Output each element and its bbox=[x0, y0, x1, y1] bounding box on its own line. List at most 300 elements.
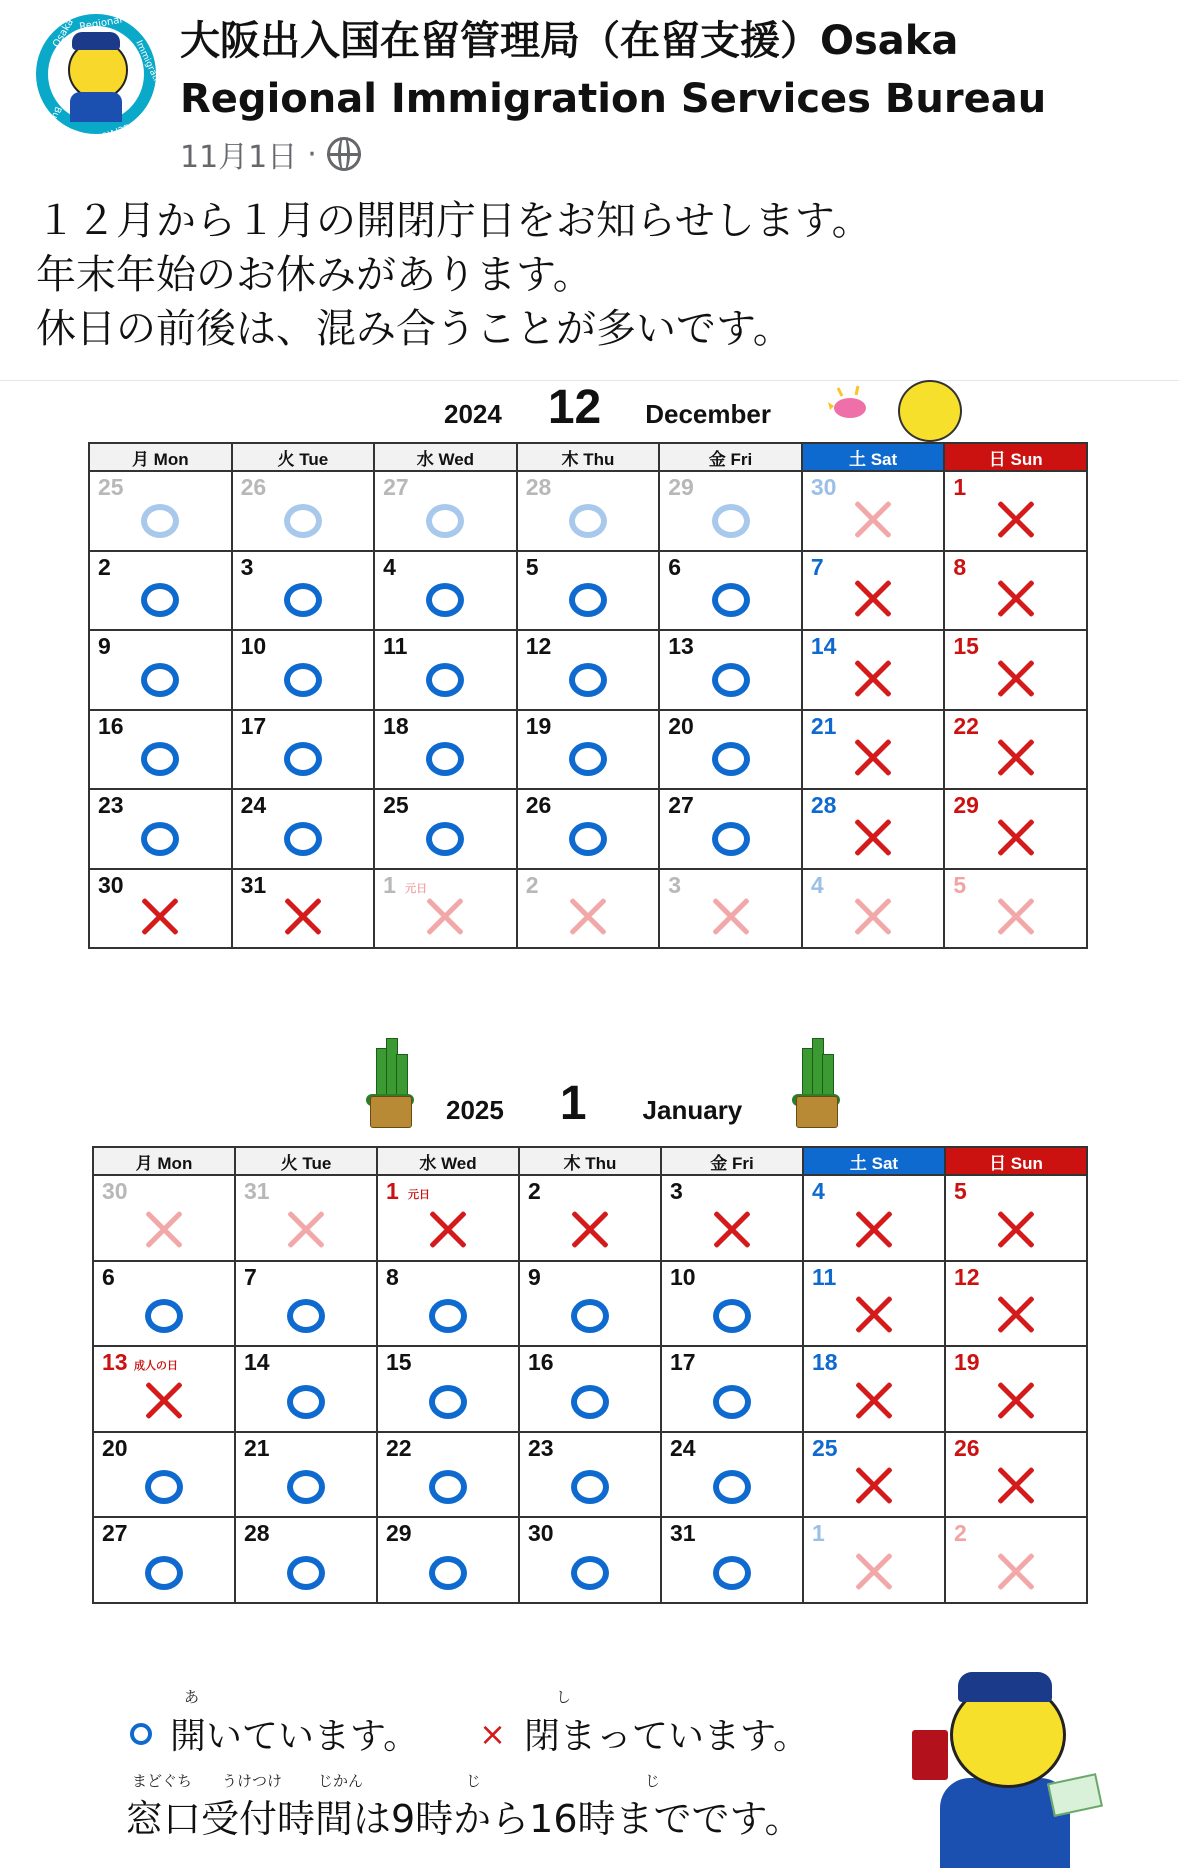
calendar-week-row bbox=[89, 551, 1087, 631]
calendar-day-cell bbox=[944, 630, 1087, 710]
closed-cross-icon bbox=[566, 895, 610, 939]
calendar-day-cell bbox=[377, 1432, 519, 1518]
calendar-day-cell bbox=[235, 1346, 377, 1432]
day-number: 18 bbox=[812, 1349, 838, 1375]
open-circle-icon bbox=[145, 1299, 183, 1333]
closed-cross-icon bbox=[138, 895, 182, 939]
day-number: 27 bbox=[668, 792, 694, 818]
day-number: 5 bbox=[525, 553, 539, 580]
post-text-line: 休日の前後は、混み合うことが多いです。 bbox=[36, 306, 793, 352]
svg-text:Immigration: Immigration bbox=[133, 39, 166, 93]
day-number: 3 bbox=[670, 1178, 683, 1204]
closed-cross-icon bbox=[852, 1464, 896, 1508]
closed-cross-icon bbox=[851, 736, 895, 780]
calendar-month-name: January bbox=[642, 1095, 743, 1125]
holiday-note: 成人の日 bbox=[134, 1359, 178, 1372]
closed-cross-icon bbox=[851, 498, 895, 542]
day-number: 20 bbox=[102, 1434, 128, 1461]
calendar-day-cell bbox=[519, 1432, 661, 1518]
globe-icon[interactable] bbox=[327, 137, 361, 171]
calendar-week-row bbox=[93, 1517, 1087, 1603]
december-heading bbox=[444, 380, 771, 435]
open-circle-icon bbox=[712, 583, 750, 617]
open-circle-icon bbox=[571, 1470, 609, 1504]
calendar-day-cell bbox=[93, 1517, 235, 1603]
day-number: 11 bbox=[812, 1263, 837, 1290]
open-circle-icon bbox=[145, 1470, 183, 1504]
day-number: 19 bbox=[525, 712, 552, 739]
weekday-header: 火 Tue bbox=[232, 443, 375, 471]
svg-text:Bureau: Bureau bbox=[42, 104, 63, 139]
calendar-day-cell bbox=[93, 1346, 235, 1432]
day-number: 3 bbox=[240, 553, 254, 580]
day-number: 31 bbox=[670, 1520, 696, 1546]
closed-cross-icon bbox=[994, 895, 1038, 939]
day-number: 21 bbox=[244, 1434, 270, 1461]
day-number: 22 bbox=[953, 712, 979, 739]
day-number: 2 bbox=[525, 871, 539, 898]
calendar-day-cell bbox=[659, 471, 802, 551]
closed-cross-icon bbox=[851, 816, 895, 860]
closed-cross-icon bbox=[994, 1550, 1038, 1594]
open-circle-icon bbox=[287, 1470, 325, 1504]
open-circle-icon bbox=[713, 1299, 751, 1333]
calendar-week-row bbox=[89, 710, 1087, 790]
page-avatar[interactable] bbox=[36, 14, 166, 144]
open-circle-icon bbox=[713, 1470, 751, 1504]
calendar-day-cell bbox=[803, 1517, 945, 1603]
day-number: 4 bbox=[812, 1178, 825, 1204]
ruby-text: あ bbox=[184, 1688, 200, 1706]
calendar-day-cell bbox=[659, 630, 802, 710]
day-number: 28 bbox=[525, 474, 552, 500]
calendar-day-cell bbox=[659, 710, 802, 790]
calendar-day-cell bbox=[802, 869, 945, 949]
closed-cross-icon bbox=[426, 1208, 470, 1252]
open-circle-icon bbox=[426, 504, 464, 538]
calendar-day-cell bbox=[661, 1432, 803, 1518]
closed-cross-icon bbox=[852, 1379, 896, 1423]
closed-cross-icon bbox=[852, 1550, 896, 1594]
calendar-week-row bbox=[89, 630, 1087, 710]
weekday-header: 水 Wed bbox=[377, 1147, 519, 1175]
day-number: 5 bbox=[953, 871, 967, 898]
calendar-day-cell bbox=[374, 710, 517, 790]
calendar-day-cell bbox=[89, 471, 232, 551]
calendar-day-cell bbox=[659, 551, 802, 631]
calendar-year: 2024 bbox=[444, 399, 502, 429]
open-circle-icon bbox=[141, 583, 179, 617]
post-text bbox=[36, 194, 1156, 356]
open-circle-icon bbox=[569, 663, 607, 697]
calendar-day-cell bbox=[803, 1346, 945, 1432]
svg-text:Services: Services bbox=[91, 121, 131, 144]
calendar-day-cell bbox=[232, 869, 375, 949]
calendar-day-cell bbox=[374, 869, 517, 949]
day-number: 19 bbox=[954, 1349, 980, 1375]
day-number: 26 bbox=[954, 1434, 980, 1461]
day-number: 27 bbox=[102, 1520, 128, 1546]
day-number: 6 bbox=[102, 1263, 115, 1290]
closed-cross-icon bbox=[568, 1208, 612, 1252]
closed-cross-icon bbox=[994, 498, 1038, 542]
calendar-week-row bbox=[93, 1346, 1087, 1432]
calendar-day-cell bbox=[802, 551, 945, 631]
day-number: 31 bbox=[240, 871, 267, 898]
closed-cross-icon bbox=[142, 1379, 186, 1423]
weekday-header: 木 Thu bbox=[519, 1147, 661, 1175]
weekday-header: 日 Sun bbox=[945, 1147, 1087, 1175]
open-circle-icon bbox=[145, 1556, 183, 1590]
open-circle-icon bbox=[429, 1470, 467, 1504]
closed-cross-icon bbox=[142, 1208, 186, 1252]
january-calendar bbox=[92, 1146, 1088, 1604]
day-number: 7 bbox=[810, 553, 824, 580]
svg-text:Regional: Regional bbox=[78, 14, 124, 33]
day-number: 2 bbox=[528, 1178, 541, 1204]
calendar-day-cell bbox=[802, 789, 945, 869]
open-circle-icon bbox=[713, 1556, 751, 1590]
weekday-header: 月 Mon bbox=[89, 443, 232, 471]
day-number: 11 bbox=[383, 633, 408, 659]
calendar-day-cell bbox=[235, 1432, 377, 1518]
day-number: 12 bbox=[954, 1263, 980, 1290]
calendar-day-cell bbox=[517, 630, 660, 710]
calendar-day-cell bbox=[661, 1175, 803, 1261]
closed-cross-icon bbox=[851, 577, 895, 621]
calendar-day-cell bbox=[661, 1517, 803, 1603]
tiger-mascot-icon bbox=[898, 380, 962, 442]
closed-cross-icon bbox=[851, 895, 895, 939]
closed-cross-icon bbox=[710, 1208, 754, 1252]
page-name-line2: Regional Immigration Services Bureau bbox=[180, 76, 1047, 122]
calendar-day-cell bbox=[517, 789, 660, 869]
open-circle-icon bbox=[429, 1385, 467, 1419]
day-number: 29 bbox=[386, 1520, 412, 1546]
closed-cross-icon bbox=[994, 1379, 1038, 1423]
day-number: 24 bbox=[240, 792, 267, 818]
legend-closed-label: 閉まっています。 bbox=[523, 1716, 810, 1757]
day-number: 14 bbox=[244, 1349, 270, 1375]
calendar-day-cell bbox=[232, 630, 375, 710]
open-circle-icon bbox=[426, 663, 464, 697]
day-number: 17 bbox=[240, 712, 267, 739]
open-circle-icon bbox=[713, 1385, 751, 1419]
calendar-day-cell bbox=[659, 789, 802, 869]
calendar-year: 2025 bbox=[446, 1095, 504, 1125]
day-number: 14 bbox=[810, 633, 837, 659]
ruby-text: じかん bbox=[318, 1772, 364, 1790]
holiday-note: 元日 bbox=[408, 1188, 430, 1201]
day-number: 18 bbox=[383, 712, 409, 739]
open-circle-icon bbox=[429, 1556, 467, 1590]
weekday-header: 金 Fri bbox=[661, 1147, 803, 1175]
open-circle-icon bbox=[284, 742, 322, 776]
day-number: 9 bbox=[528, 1263, 541, 1290]
calendar-day-cell bbox=[519, 1517, 661, 1603]
day-number: 8 bbox=[953, 553, 967, 580]
weekday-header: 日 Sun bbox=[944, 443, 1087, 471]
open-circle-icon bbox=[569, 504, 607, 538]
calendar-week-row bbox=[89, 471, 1087, 551]
weekday-header: 木 Thu bbox=[517, 443, 660, 471]
day-number: 12 bbox=[525, 633, 552, 659]
tiger-mascot-icon bbox=[900, 1668, 1100, 1868]
post-date[interactable]: 11月1日 bbox=[180, 140, 298, 175]
post-meta bbox=[180, 132, 361, 176]
ruby-text: じ bbox=[466, 1772, 482, 1790]
closed-cross-icon bbox=[709, 895, 753, 939]
post-text-line: 年末年始のお休みがあります。 bbox=[36, 252, 593, 298]
open-circle-icon bbox=[569, 583, 607, 617]
reception-hours: 窓口受付時間は9時から16時までです。 bbox=[125, 1797, 803, 1841]
calendar-day-cell bbox=[517, 869, 660, 949]
day-number: 8 bbox=[386, 1263, 399, 1290]
legend bbox=[130, 1708, 809, 1759]
december-calendar bbox=[88, 442, 1088, 949]
closed-cross-icon bbox=[994, 1464, 1038, 1508]
open-circle-icon bbox=[569, 822, 607, 856]
weekday-header: 土 Sat bbox=[802, 443, 945, 471]
calendar-day-cell bbox=[945, 1261, 1087, 1347]
calendar-day-cell bbox=[661, 1261, 803, 1347]
open-circle-icon bbox=[141, 742, 179, 776]
calendar-day-cell bbox=[945, 1432, 1087, 1518]
post-header bbox=[0, 0, 1179, 190]
open-circle-icon bbox=[712, 663, 750, 697]
calendar-day-cell bbox=[944, 869, 1087, 949]
weekday-header: 火 Tue bbox=[235, 1147, 377, 1175]
calendar-day-cell bbox=[945, 1175, 1087, 1261]
open-circle-icon bbox=[141, 504, 179, 538]
day-number: 24 bbox=[670, 1434, 696, 1461]
open-circle-icon bbox=[287, 1556, 325, 1590]
closed-cross-icon bbox=[994, 1293, 1038, 1337]
calendar-day-cell bbox=[945, 1517, 1087, 1603]
day-number: 30 bbox=[528, 1520, 554, 1546]
open-circle-icon bbox=[712, 822, 750, 856]
closed-cross-icon bbox=[852, 1293, 896, 1337]
passport-icon bbox=[912, 1730, 948, 1780]
day-number: 20 bbox=[668, 712, 694, 739]
day-number: 5 bbox=[954, 1178, 967, 1204]
calendar-day-cell bbox=[944, 551, 1087, 631]
calendar-day-cell bbox=[517, 551, 660, 631]
day-number: 2 bbox=[954, 1520, 967, 1546]
day-number: 6 bbox=[668, 553, 682, 580]
day-number: 25 bbox=[383, 792, 409, 818]
calendar-day-cell bbox=[659, 869, 802, 949]
calendar-month-name: December bbox=[645, 399, 771, 429]
kadomatsu-icon bbox=[796, 1048, 836, 1128]
calendar-day-cell bbox=[944, 471, 1087, 551]
day-number: 13 bbox=[668, 633, 694, 659]
calendar-day-cell bbox=[803, 1261, 945, 1347]
calendar-week-row bbox=[93, 1175, 1087, 1261]
calendar-day-cell bbox=[944, 710, 1087, 790]
calendar-day-cell bbox=[519, 1346, 661, 1432]
day-number: 23 bbox=[528, 1434, 554, 1461]
closed-cross-icon bbox=[281, 895, 325, 939]
weekday-header: 月 Mon bbox=[93, 1147, 235, 1175]
closed-cross-icon bbox=[994, 736, 1038, 780]
day-number: 15 bbox=[386, 1349, 412, 1375]
calendar-day-cell bbox=[377, 1346, 519, 1432]
open-circle-icon bbox=[569, 742, 607, 776]
calendar-day-cell bbox=[89, 789, 232, 869]
calendar-day-cell bbox=[93, 1432, 235, 1518]
day-number: 29 bbox=[953, 792, 979, 818]
day-number: 30 bbox=[810, 474, 837, 500]
day-number: 27 bbox=[383, 474, 409, 500]
day-number: 30 bbox=[102, 1178, 128, 1204]
calendar-day-cell bbox=[374, 551, 517, 631]
day-number: 10 bbox=[240, 633, 267, 659]
calendar-day-cell bbox=[232, 471, 375, 551]
calendar-day-cell bbox=[89, 869, 232, 949]
day-number: 26 bbox=[240, 474, 267, 500]
day-number: 23 bbox=[98, 792, 124, 818]
calendar-day-cell bbox=[377, 1175, 519, 1261]
day-number: 1 bbox=[383, 871, 396, 898]
holiday-note: 元日 bbox=[405, 881, 428, 895]
calendar-day-cell bbox=[232, 710, 375, 790]
calendar-month-number: 1 bbox=[559, 1077, 587, 1130]
closed-cross-icon bbox=[994, 657, 1038, 701]
day-number: 15 bbox=[953, 633, 979, 659]
calendar-day-cell bbox=[89, 551, 232, 631]
open-circle-icon bbox=[287, 1299, 325, 1333]
open-circle-icon bbox=[141, 822, 179, 856]
day-number: 1 bbox=[386, 1178, 399, 1204]
day-number: 31 bbox=[244, 1178, 270, 1204]
day-number: 25 bbox=[812, 1434, 838, 1461]
calendar-day-cell bbox=[235, 1517, 377, 1603]
ruby-text: じ bbox=[645, 1772, 661, 1790]
calendar-day-cell bbox=[235, 1261, 377, 1347]
calendar-day-cell bbox=[235, 1175, 377, 1261]
calendar-day-cell bbox=[944, 789, 1087, 869]
day-number: 16 bbox=[98, 712, 124, 739]
closed-cross-icon bbox=[284, 1208, 328, 1252]
ruby-text: まどぐち bbox=[132, 1772, 193, 1790]
open-circle-icon bbox=[712, 504, 750, 538]
svg-text:Osaka: Osaka bbox=[51, 17, 77, 50]
day-number: 25 bbox=[98, 474, 124, 500]
day-number: 22 bbox=[386, 1434, 412, 1461]
bird-icon bbox=[828, 386, 872, 420]
calendar-day-cell bbox=[377, 1261, 519, 1347]
kadomatsu-icon bbox=[370, 1048, 410, 1128]
january-heading bbox=[446, 1076, 742, 1131]
day-number: 26 bbox=[525, 792, 552, 818]
weekday-header: 金 Fri bbox=[659, 443, 802, 471]
calendar-day-cell bbox=[945, 1346, 1087, 1432]
calendar-day-cell bbox=[374, 789, 517, 869]
closed-cross-icon bbox=[852, 1208, 896, 1252]
calendar-week-row bbox=[89, 869, 1087, 949]
calendar-day-cell bbox=[517, 710, 660, 790]
day-number: 28 bbox=[810, 792, 837, 818]
weekday-header: 水 Wed bbox=[374, 443, 517, 471]
day-number: 3 bbox=[668, 871, 682, 898]
open-circle-icon bbox=[426, 583, 464, 617]
calendar-day-cell bbox=[93, 1175, 235, 1261]
residence-card-icon bbox=[1047, 1773, 1103, 1817]
open-circle-icon bbox=[429, 1299, 467, 1333]
legend-open-label: 開いています。 bbox=[170, 1716, 420, 1757]
open-circle-icon bbox=[284, 822, 322, 856]
calendar-day-cell bbox=[232, 789, 375, 869]
closed-cross-icon bbox=[994, 577, 1038, 621]
day-number: 17 bbox=[670, 1349, 696, 1375]
day-number: 13 bbox=[102, 1349, 128, 1375]
calendar-day-cell bbox=[519, 1261, 661, 1347]
calendar-week-row bbox=[93, 1432, 1087, 1518]
calendar-month-number: 12 bbox=[547, 381, 602, 434]
calendar-day-cell bbox=[661, 1346, 803, 1432]
page-name-line1: 大阪出入国在留管理局（在留支援）Osaka bbox=[180, 18, 959, 64]
day-number: 1 bbox=[812, 1520, 825, 1546]
calendar-day-cell bbox=[519, 1175, 661, 1261]
day-number: 16 bbox=[528, 1349, 554, 1375]
day-number: 10 bbox=[670, 1263, 696, 1290]
open-circle-icon bbox=[284, 583, 322, 617]
calendar-week-row bbox=[89, 789, 1087, 869]
day-number: 2 bbox=[98, 553, 111, 580]
calendar-day-cell bbox=[803, 1432, 945, 1518]
open-circle-icon bbox=[571, 1299, 609, 1333]
calendar-day-cell bbox=[802, 630, 945, 710]
day-number: 9 bbox=[98, 633, 111, 659]
closed-cross-icon: × bbox=[479, 1714, 506, 1753]
calendar-day-cell bbox=[89, 630, 232, 710]
calendar-day-cell bbox=[374, 471, 517, 551]
day-number: 1 bbox=[953, 474, 967, 500]
closed-cross-icon bbox=[851, 657, 895, 701]
calendar-day-cell bbox=[377, 1517, 519, 1603]
open-circle-icon bbox=[571, 1385, 609, 1419]
calendar-day-cell bbox=[517, 471, 660, 551]
open-circle-icon bbox=[130, 1723, 152, 1745]
post-text-line: １２月から１月の開閉庁日をお知らせします。 bbox=[36, 198, 872, 244]
ruby-text: うけつけ bbox=[222, 1772, 283, 1790]
calendar-day-cell bbox=[93, 1261, 235, 1347]
open-circle-icon bbox=[712, 742, 750, 776]
open-circle-icon bbox=[287, 1385, 325, 1419]
day-number: 28 bbox=[244, 1520, 270, 1546]
calendar-day-cell bbox=[802, 710, 945, 790]
open-circle-icon bbox=[141, 663, 179, 697]
open-circle-icon bbox=[426, 742, 464, 776]
day-number: 30 bbox=[98, 871, 124, 898]
open-circle-icon bbox=[284, 504, 322, 538]
closed-cross-icon bbox=[994, 816, 1038, 860]
calendar-day-cell bbox=[374, 630, 517, 710]
calendar-day-cell bbox=[232, 551, 375, 631]
calendar-day-cell bbox=[803, 1175, 945, 1261]
closed-cross-icon bbox=[423, 895, 467, 939]
avatar-ring-text bbox=[36, 14, 166, 144]
open-circle-icon bbox=[571, 1556, 609, 1590]
page-name[interactable] bbox=[180, 12, 1160, 128]
weekday-header: 土 Sat bbox=[803, 1147, 945, 1175]
meta-separator: · bbox=[307, 136, 317, 172]
day-number: 21 bbox=[810, 712, 837, 739]
day-number: 4 bbox=[810, 871, 824, 898]
calendar-day-cell bbox=[89, 710, 232, 790]
ruby-text: し bbox=[556, 1688, 572, 1706]
